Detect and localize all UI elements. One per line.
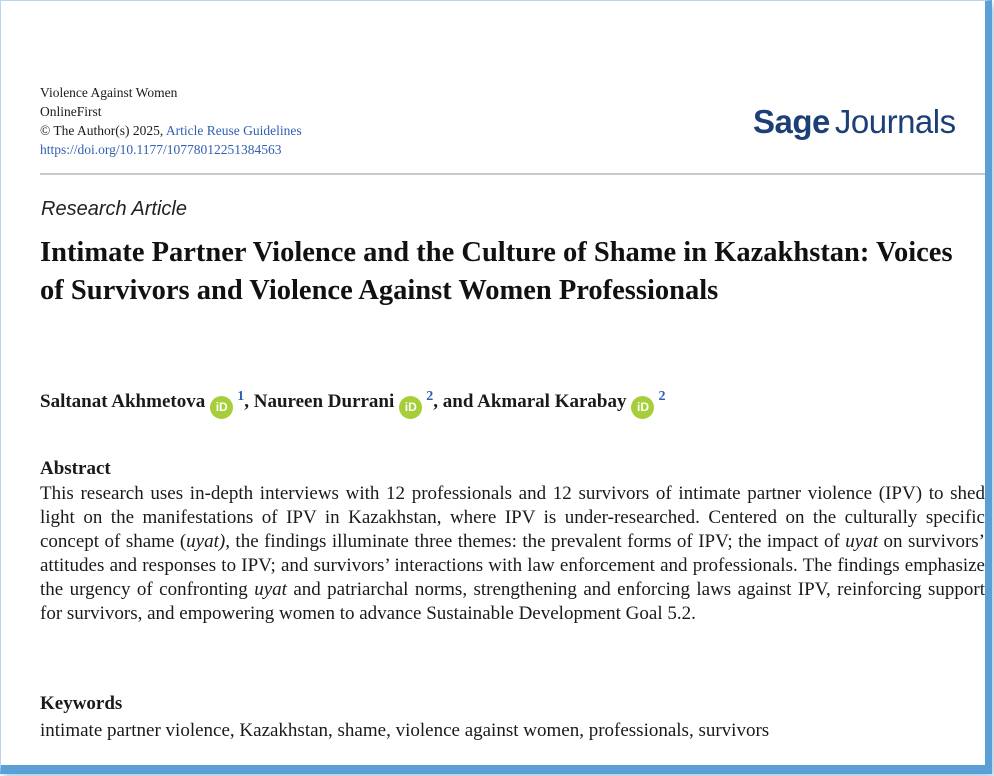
- affiliation-marker[interactable]: 1: [237, 389, 245, 404]
- orcid-icon[interactable]: iD: [399, 396, 422, 419]
- author-name[interactable]: Saltanat Akhmetova: [40, 391, 206, 412]
- orcid-icon[interactable]: iD: [631, 396, 654, 419]
- author-separator: ,: [244, 391, 254, 412]
- copyright-text: © The Author(s) 2025,: [40, 123, 166, 138]
- affiliation-marker[interactable]: 2: [658, 389, 666, 404]
- abstract-italic: uyat: [254, 579, 287, 600]
- author-list: [40, 389, 665, 419]
- article-type: Research Article: [41, 198, 187, 220]
- sage-journals-logo[interactable]: [753, 103, 956, 141]
- reuse-guidelines-link[interactable]: Article Reuse Guidelines: [165, 123, 302, 138]
- logo-journals: Journals: [834, 103, 956, 140]
- journal-name: Violence Against Women: [40, 85, 178, 100]
- header-divider: [40, 173, 985, 175]
- abstract-italic: uyat: [845, 531, 879, 552]
- abstract-part: and patriarchal norms, strengthening and enforcing laws against IPV, reinforcing support for survivors, and empowering women to advance Sustainable Development Goal 5.2.: [40, 579, 985, 624]
- abstract-part: the findings illuminate three themes: the prevalent forms of IPV; the impact of: [229, 531, 846, 552]
- keywords-text: intimate partner violence, Kazakhstan, shame, violence against women, professionals, survivors: [40, 720, 770, 741]
- author-name[interactable]: Naureen Durrani: [253, 391, 395, 412]
- abstract-part: This research uses in-depth interviews with 12 professionals and 12 survivors of intimate partner violence (IPV) to shed light on the manifestations of IPV in Kazakhstan, where IPV is under-researched. Centered on the culturally specific concept of shame (: [40, 483, 985, 552]
- doi-link[interactable]: https://doi.org/10.1177/10778012251384563: [40, 142, 282, 157]
- logo-sage: Sage: [753, 103, 830, 140]
- author-name[interactable]: Akmaral Karabay: [477, 391, 627, 412]
- keywords-heading: Keywords: [40, 693, 123, 714]
- abstract-part: on survivors’ attitudes and responses to IPV; and survivors’ interactions with law enforcement and professionals. The findings emphasize the urgency of confronting: [40, 531, 985, 600]
- abstract-italic: uyat),: [186, 531, 230, 552]
- journal-meta: [40, 83, 302, 159]
- article-title: Intimate Partner Violence and the Culture of Shame in Kazakhstan: Voices of Survivors and Violence Against Women Professionals: [40, 237, 953, 306]
- online-first-label: OnlineFirst: [40, 104, 102, 119]
- abstract-heading: Abstract: [40, 458, 111, 479]
- orcid-icon[interactable]: iD: [210, 396, 233, 419]
- abstract-text: [40, 482, 985, 626]
- affiliation-marker[interactable]: 2: [426, 389, 434, 404]
- copyright-line: [40, 121, 302, 140]
- author-separator: , and: [433, 391, 478, 412]
